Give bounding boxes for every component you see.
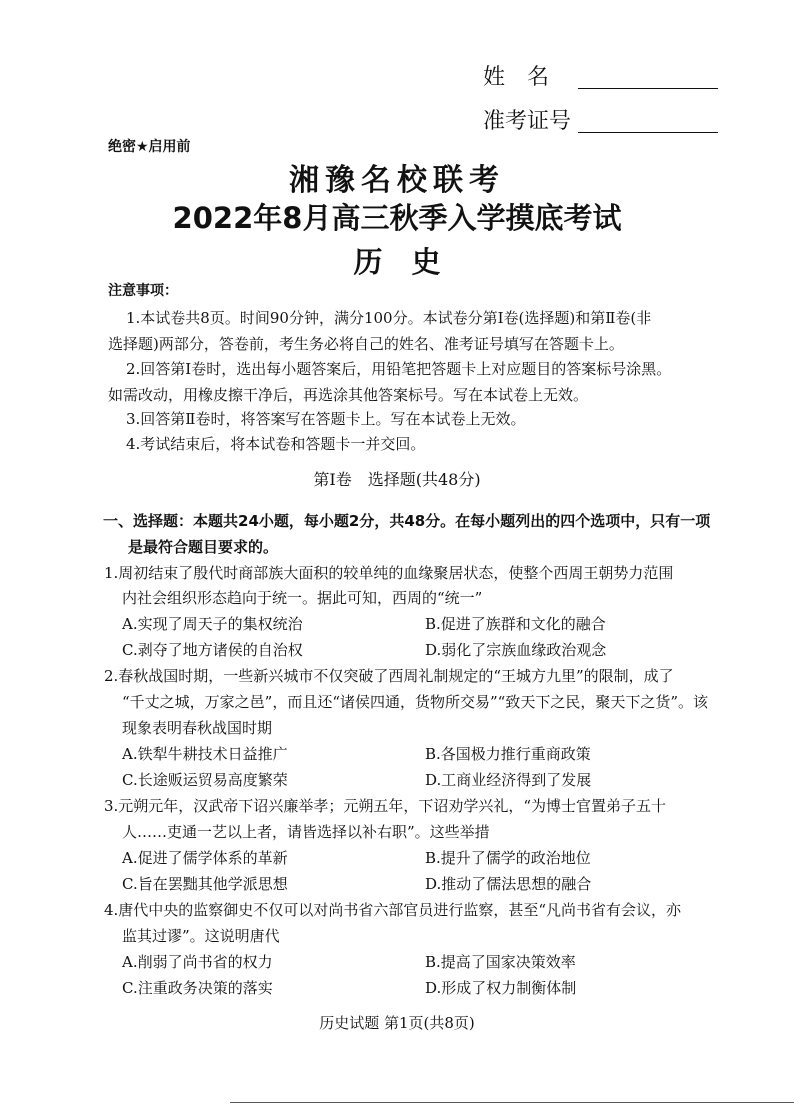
name-label: 姓 名 (483, 65, 550, 90)
id-blank (578, 110, 718, 133)
question-2-option-a: A.铁犁牛耕技术日益推广 (122, 745, 288, 763)
exam-subtitle: 2022年8月高三秋季入学摸底考试 (172, 201, 622, 235)
question-4-option-a: A.削弱了尚书省的权力 (122, 953, 273, 971)
section-instruction-b: 是最符合题目要求的。 (128, 538, 279, 556)
exam-title: 湘豫名校联考 (289, 163, 505, 198)
question-4-option-d: D.形成了权力制衡体制 (425, 979, 577, 997)
page-footer: 历史试题 第1页(共8页) (319, 1014, 475, 1032)
question-2-line-2: “千丈之城，万家之邑”，而且还“诸侯四通，货物所交易”“致天下之民，聚天下之货”。该 (122, 693, 709, 711)
notice-item-2b: 如需改动，用橡皮擦干净后，再选涂其他答案标号。写在本试卷上无效。 (108, 386, 589, 404)
question-1-option-a: A.实现了周天子的集权统治 (122, 615, 303, 633)
question-3-line-2: 人……吏通一艺以上者，请皆选择以补右职”。这些举措 (122, 823, 490, 841)
name-blank (578, 66, 718, 89)
notice-item-1b: 选择题)两部分，答卷前，考生务必将自己的姓名、准考证号填写在答题卡上。 (108, 335, 624, 353)
question-1-option-c: C.剥夺了地方诸侯的自治权 (122, 641, 303, 659)
question-4-option-c: C.注重政务决策的落实 (122, 979, 273, 997)
question-2-option-c: C.长途贩运贸易高度繁荣 (122, 771, 288, 789)
question-4-line-2: 监其过谬”。这说明唐代 (122, 927, 280, 945)
subject-title: 历 史 (353, 245, 441, 279)
question-3-option-b: B.提升了儒学的政治地位 (425, 849, 591, 867)
question-1-line-1: 1.周初结束了殷代时商部族大面积的较单纯的血缘聚居状态，使整个西周王朝势力范围 (104, 564, 674, 582)
section-title: 第Ⅰ卷 选择题(共48分) (313, 470, 481, 489)
question-2-option-d: D.工商业经济得到了发展 (425, 771, 592, 789)
question-3-option-a: A.促进了儒学体系的革新 (122, 849, 288, 867)
question-3-option-c: C.旨在罢黜其他学派思想 (122, 875, 288, 893)
question-1-line-2: 内社会组织形态趋向于统一。据此可知，西周的“统一” (122, 589, 483, 607)
notice-item-3: 3.回答第Ⅱ卷时，将答案写在答题卡上。写在本试卷上无效。 (126, 410, 526, 428)
notice-item-2a: 2.回答第Ⅰ卷时，选出每小题答案后，用铅笔把答题卡上对应题目的答案标号涂黑。 (126, 360, 672, 378)
secret-mark: 绝密★启用前 (108, 139, 191, 155)
question-2-line-3: 现象表明春秋战国时期 (122, 719, 273, 737)
question-3-option-d: D.推动了儒法思想的融合 (425, 875, 592, 893)
question-2-option-b: B.各国极力推行重商政策 (425, 745, 591, 763)
notice-item-1a: 1.本试卷共8页。时间90分钟，满分100分。本试卷分第Ⅰ卷(选择题)和第Ⅱ卷(非 (126, 309, 652, 327)
question-1-option-d: D.弱化了宗族血缘政治观念 (425, 641, 607, 659)
question-2-line-1: 2.春秋战国时期，一些新兴城市不仅突破了西周礼制规定的“王城方九里”的限制，成了 (104, 667, 674, 685)
scan-edge-divider (230, 1102, 794, 1103)
question-4-line-1: 4.唐代中央的监察御史不仅可以对尚书省六部官员进行监察，甚至“凡尚书省有会议，亦 (104, 901, 681, 919)
question-4-option-b: B.提高了国家决策效率 (425, 953, 576, 971)
question-1-option-b: B.促进了族群和文化的融合 (425, 615, 606, 633)
question-3-line-1: 3.元朔元年，汉武帝下诏兴廉举孝；元朔五年，下诏劝学兴礼，“为博士官置弟子五十 (104, 797, 666, 815)
section-instruction-a: 一、选择题：本题共24小题，每小题2分，共48分。在每小题列出的四个选项中，只有一项 (103, 512, 711, 530)
id-label: 准考证号 (483, 109, 572, 134)
notice-heading: 注意事项： (108, 283, 178, 299)
notice-item-4: 4.考试结束后，将本试卷和答题卡一并交回。 (126, 435, 426, 453)
